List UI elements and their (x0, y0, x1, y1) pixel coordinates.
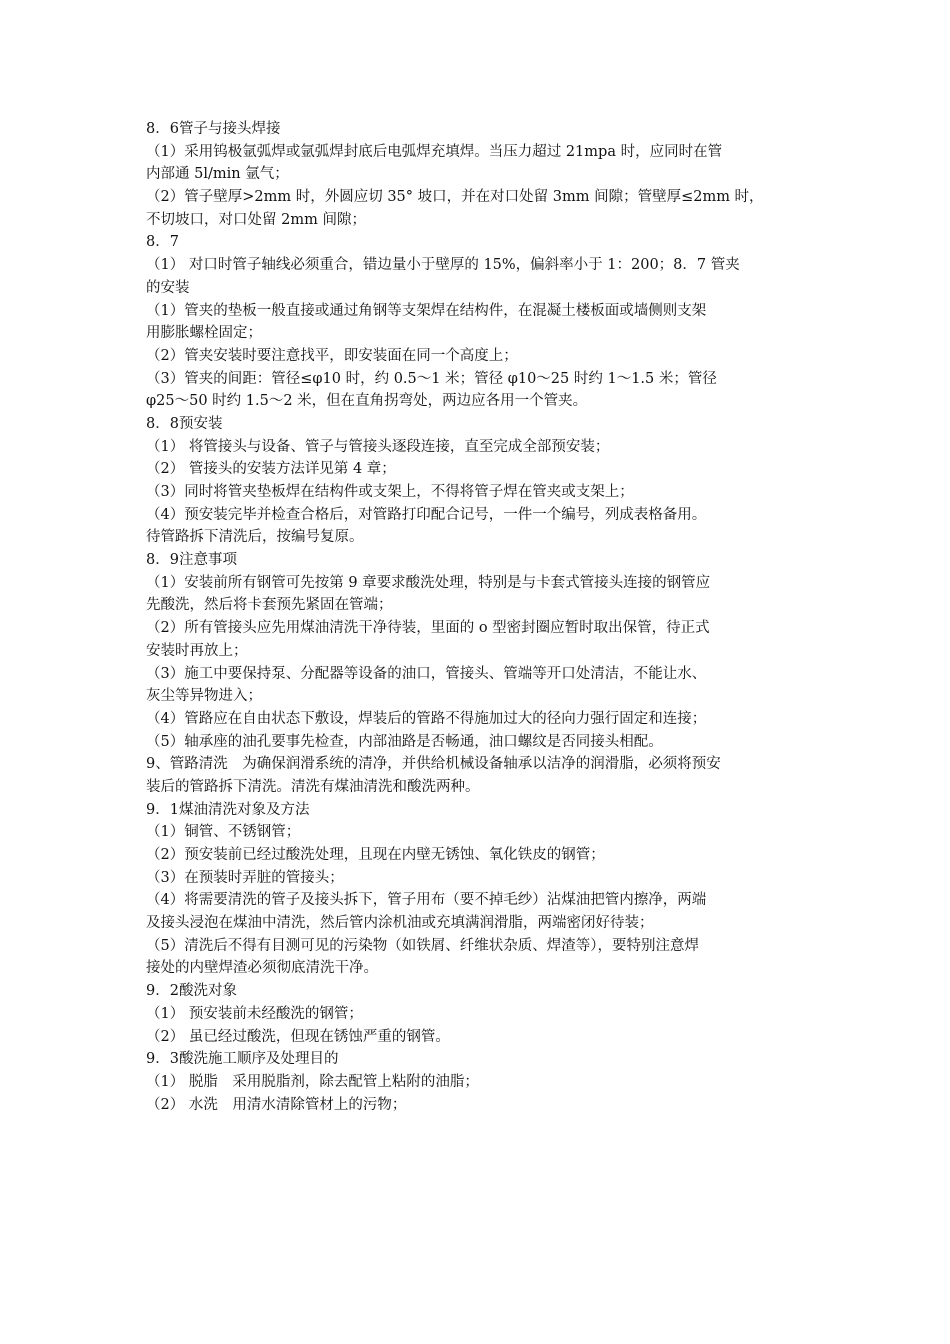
text-line: （2）所有管接头应先用煤油清洗干净待装，里面的 o 型密封圈应暂时取出保管，待正式 (146, 620, 710, 637)
text-line: 接处的内壁焊渣必须彻底清洗干净。 (146, 960, 378, 977)
text-line: （2）预安装前已经过酸洗处理，且现在内壁无锈蚀、氧化铁皮的钢管； (146, 847, 605, 863)
text-line: （3）管夹的间距：管径≤φ10 时，约 0.5～1 米；管径 φ10～25 时约 1～1.5 米；管径 (146, 370, 717, 387)
text-line: （1） 预安装前未经酸洗的钢管； (146, 1005, 363, 1022)
text-line: 内部通 5l/min 氩气； (146, 166, 289, 183)
text-line: 不切坡口，对口处留 2mm 间隙； (146, 211, 366, 228)
text-line: 先酸洗，然后将卡套预先紧固在管端； (146, 597, 393, 614)
text-line: （1）铜管、不锈钢管； (146, 824, 301, 841)
text-line: 8．8预安装 (146, 415, 223, 432)
text-line: （4）将需要清洗的管子及接头拆下，管子用布（要不掉毛纱）沾煤油把管内擦净，两端 (146, 892, 707, 909)
text-line: （2）管夹安装时要注意找平，即安装面在同一个高度上； (146, 347, 518, 364)
text-line: 安装时再放上； (146, 642, 248, 659)
text-line: （3）施工中要保持泵、分配器等设备的油口，管接头、管端等开口处清洁，不能让水、 (146, 665, 707, 682)
text-line: （1）采用钨极氩弧焊或氩弧焊封底后电弧焊充填焊。当压力超过 21mpa 时，应同时在管 (146, 143, 723, 160)
text-line: 用膨胀螺栓固定； (146, 325, 262, 342)
text-line: （2） 管接头的安装方法详见第 4 章； (146, 461, 396, 478)
text-line: 待管路拆下清洗后，按编号复原。 (146, 529, 364, 546)
text-line: （3）在预装时弄脏的管接头； (146, 869, 344, 886)
text-line: 9．2酸洗对象 (146, 983, 237, 1000)
text-line: 9、管路清洗 为确保润滑系统的清净，并供给机械设备轴承以洁净的润滑脂，必须将预安 (146, 756, 721, 773)
text-line: 及接头浸泡在煤油中清洗，然后管内涂机油或充填满润滑脂，两端密闭好待装； (146, 915, 654, 932)
text-line: 9．3酸洗施工顺序及处理目的 (146, 1051, 339, 1068)
text-line: （4）预安装完毕并检查合格后，对管路打印配合记号，一件一个编号，列成表格备用。 (146, 506, 707, 523)
text-line: （2） 水洗 用清水清除管材上的污物； (146, 1096, 407, 1113)
text-line: （5）清洗后不得有目测可见的污染物（如铁屑、纤维状杂质、焊渣等），要特别注意焊 (146, 937, 699, 954)
text-line: （5）轴承座的油孔要事先检查，内部油路是否畅通，油口螺纹是否同接头相配。 (146, 733, 663, 750)
text-line: （1） 将管接头与设备、管子与管接头逐段连接，直至完成全部预安装； (146, 438, 610, 455)
text-line: 8．7 (146, 234, 179, 251)
text-line: （1） 脱脂 采用脱脂剂，除去配管上粘附的油脂； (146, 1073, 479, 1090)
document-body (146, 118, 810, 1116)
text-line: （1）管夹的垫板一般直接或通过角钢等支架焊在结构件，在混凝土楼板面或墙侧则支架 (146, 302, 707, 319)
text-line: 8．6管子与接头焊接 (146, 121, 281, 137)
text-line: 9．1煤油清洗对象及方法 (146, 801, 310, 818)
text-line: （3）同时将管夹垫板焊在结构件或支架上，不得将管子焊在管夹或支架上； (146, 484, 634, 500)
text-line: 灰尘等异物进入； (146, 688, 262, 705)
text-line: （1） 对口时管子轴线必须重合，错边量小于壁厚的 15%，偏斜率小于 1：200；8．7 管夹 (146, 257, 740, 274)
text-line: 8．9注意事项 (146, 552, 237, 569)
text-line: φ25～50 时约 1.5～2 米，但在直角拐弯处，两边应各用一个管夹。 (146, 393, 588, 410)
text-line: （2） 虽已经过酸洗，但现在锈蚀严重的钢管。 (146, 1028, 450, 1045)
text-line: 装后的管路拆下清洗。清洗有煤油清洗和酸洗两种。 (146, 778, 480, 795)
text-line: 的安装 (146, 279, 190, 296)
text-line: （1）安装前所有钢管可先按第 9 章要求酸洗处理，特别是与卡套式管接头连接的钢管应 (146, 574, 711, 591)
text-line: （2）管子壁厚>2mm 时，外圆应切 35° 坡口，并在对口处留 3mm 间隙；管壁厚≤2mm 时， (146, 189, 764, 206)
text-line: （4）管路应在自由状态下敷设，焊装后的管路不得施加过大的径向力强行固定和连接； (146, 710, 707, 727)
